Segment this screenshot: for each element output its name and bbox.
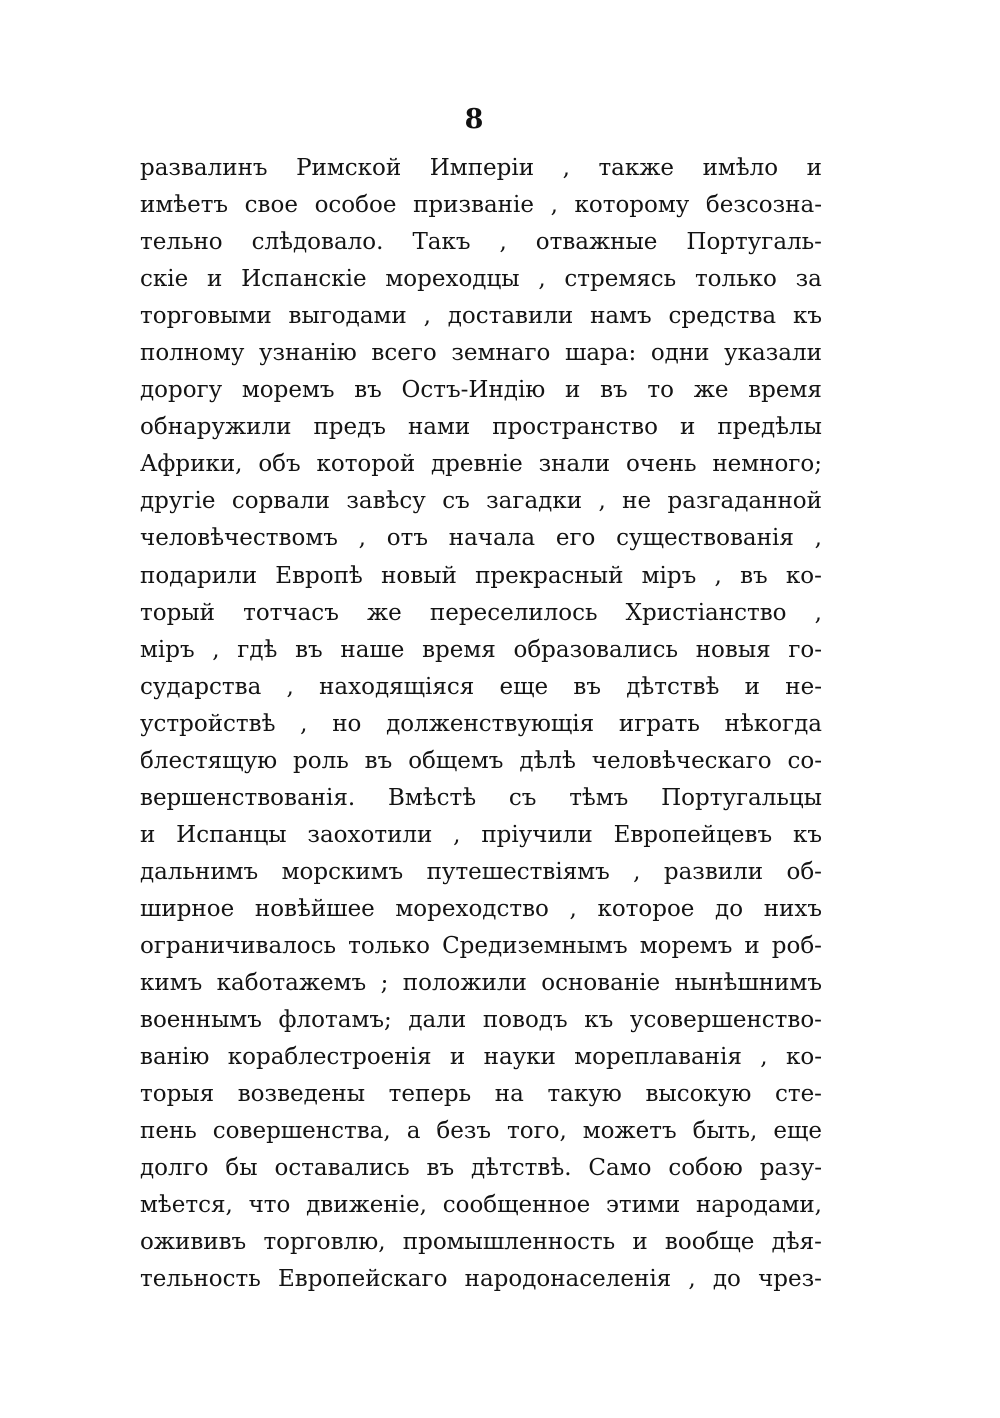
word: военнымъ [140, 1007, 262, 1034]
word: пень [140, 1118, 197, 1145]
word: , [714, 562, 722, 589]
word: Вмѣстѣ [387, 784, 477, 811]
text-line [140, 1150, 822, 1187]
text-line [140, 187, 822, 224]
word: основаніе [541, 970, 661, 997]
word: новыя [695, 636, 771, 663]
word: и [207, 266, 223, 293]
word: которое [597, 895, 695, 922]
text-line [140, 965, 822, 1002]
word: тельность [140, 1266, 261, 1293]
word: можетъ [582, 1118, 677, 1145]
word: развалинъ [140, 155, 268, 181]
word: ванію [140, 1044, 210, 1071]
word: мореплаванія [574, 1044, 742, 1071]
word: наше [340, 636, 405, 663]
word: , [814, 525, 822, 552]
word: Европѣ [275, 562, 363, 589]
word: торыя [140, 1081, 215, 1108]
word: слѣдовало. [251, 229, 384, 256]
word: , [760, 1044, 768, 1071]
word: намъ [590, 303, 652, 330]
word: новѣйшее [254, 895, 375, 922]
word: кораблестроенія [227, 1044, 432, 1071]
word: шара: [564, 340, 637, 367]
word: дѣлѣ [519, 747, 576, 774]
word: и [744, 932, 760, 959]
word: Остъ-Индію [401, 377, 546, 404]
word: но [332, 710, 362, 737]
word: Средиземнымъ [442, 932, 628, 959]
text-line [140, 1076, 822, 1113]
word: мѣется, [140, 1192, 233, 1219]
word: сообщенное [442, 1192, 591, 1219]
text-line [140, 150, 822, 187]
word: движеніе, [306, 1192, 427, 1219]
word: средства [668, 303, 777, 330]
word: и [140, 821, 156, 848]
word: подарили [140, 562, 258, 589]
word: немного; [712, 451, 822, 478]
word: , [538, 266, 546, 293]
word: скіе [140, 266, 189, 293]
word: , [358, 525, 366, 552]
word: го- [788, 636, 822, 663]
word: отважные [535, 229, 658, 256]
text-line [140, 891, 822, 928]
word: предѣлы [717, 414, 822, 441]
word: міръ [140, 636, 195, 663]
word: къ [584, 1007, 614, 1034]
word: стремясь [564, 266, 677, 293]
word: въ [295, 636, 323, 663]
word: объ [258, 451, 301, 478]
word: что [248, 1192, 291, 1219]
word: міръ [641, 562, 697, 589]
word: Испанскіе [241, 266, 367, 293]
word: за [795, 266, 822, 293]
word: морскимъ [281, 858, 404, 885]
word: дѣтствѣ [626, 673, 720, 700]
word: безсозна- [705, 192, 822, 219]
word: бы [225, 1155, 258, 1182]
word: , [598, 488, 606, 515]
word: развили [663, 858, 764, 885]
word: доставили [447, 303, 574, 330]
word: ко- [785, 562, 822, 589]
text-line [140, 1187, 822, 1224]
text-line [140, 261, 822, 298]
word: ширное [140, 895, 235, 922]
word: завѣсу [346, 488, 426, 515]
word: до [712, 1266, 741, 1293]
word: еще [499, 673, 549, 700]
word: съ [442, 488, 470, 515]
word: нихъ [763, 895, 822, 922]
word: указали [724, 340, 822, 367]
word: въ [573, 673, 601, 700]
word: заохотили [307, 821, 433, 848]
word: тѣмъ [569, 784, 629, 811]
word: земнаго [451, 340, 551, 367]
text-line [140, 780, 822, 817]
word: человѣческаго [591, 747, 772, 774]
word: , [569, 895, 577, 922]
word: блестящую [140, 747, 278, 774]
word: каботажемъ [216, 970, 367, 997]
word: другіе [140, 488, 216, 515]
word: къ [792, 303, 822, 330]
word: оставались [274, 1155, 410, 1182]
word: очень [625, 451, 697, 478]
word: которой [316, 451, 416, 478]
word: ко- [785, 1044, 822, 1071]
word: , [633, 858, 641, 885]
word: то [647, 377, 674, 404]
word: одни [650, 340, 710, 367]
word: только [694, 266, 777, 293]
word: загадки [486, 488, 583, 515]
word: на [494, 1081, 524, 1108]
word: того, [507, 1118, 567, 1145]
word: древніе [431, 451, 523, 478]
text-line [140, 520, 822, 557]
word: мореходство [395, 895, 549, 922]
word: въ [354, 377, 382, 404]
word: поводъ [482, 1007, 568, 1034]
word: и [806, 155, 822, 181]
word: пріучили [481, 821, 593, 848]
word: знали [538, 451, 611, 478]
word: , [212, 636, 220, 663]
word: торый [140, 599, 215, 626]
word: торговыми [140, 303, 272, 330]
text-line [140, 1039, 822, 1076]
text-line [140, 595, 822, 632]
word: собою [668, 1155, 743, 1182]
word: начала [448, 525, 536, 552]
word: время [748, 377, 822, 404]
word: въ [426, 1155, 455, 1182]
word: играть [618, 710, 700, 737]
word: об- [786, 858, 822, 885]
word: отъ [386, 525, 428, 552]
word: усовершенство- [629, 1007, 822, 1034]
word: Христіанство [625, 599, 787, 626]
word: дѣя- [771, 1229, 822, 1256]
word: Римской [296, 155, 402, 181]
word: сударства [140, 673, 262, 700]
text-line [140, 372, 822, 409]
word: призваніе [413, 192, 534, 219]
text-line [140, 298, 822, 335]
word: предъ [313, 414, 386, 441]
word: полному [140, 340, 245, 367]
word: положили [402, 970, 527, 997]
word: съ [508, 784, 537, 811]
text-line [140, 817, 822, 854]
word: народами, [695, 1192, 822, 1219]
word: тельно [140, 229, 223, 256]
word: гдѣ [237, 636, 278, 663]
word: долго [140, 1155, 209, 1182]
word: дали [408, 1007, 467, 1034]
word: устройствѣ [140, 710, 276, 737]
word: же [366, 599, 402, 626]
word: быть, [692, 1118, 758, 1145]
text-line [140, 632, 822, 669]
text-line [140, 224, 822, 261]
word: имѣло [702, 155, 779, 181]
word: въ [600, 377, 628, 404]
word: разу- [759, 1155, 822, 1182]
word: роль [293, 747, 349, 774]
word: и [679, 414, 696, 441]
word: Африки, [140, 451, 243, 478]
word: время [422, 636, 496, 663]
word: совершенства, [212, 1118, 391, 1145]
word: еще [773, 1118, 822, 1145]
word: , [300, 710, 308, 737]
word: нынѣшнимъ [674, 970, 822, 997]
word: путешествіямъ [426, 858, 610, 885]
word: Имперіи [429, 155, 535, 181]
word: Португаль- [686, 229, 822, 256]
word: вершенствованія. [140, 784, 356, 811]
word: новый [381, 562, 457, 589]
word: мореходцы [385, 266, 520, 293]
word: , [814, 599, 822, 626]
word: переселилось [429, 599, 598, 626]
text-line [140, 446, 822, 483]
word: такую [547, 1081, 622, 1108]
word: и [449, 1044, 466, 1071]
word: прекрасный [475, 562, 624, 589]
word: человѣчествомъ [140, 525, 338, 552]
word: Испанцы [176, 821, 287, 848]
text-line [140, 335, 822, 372]
word: въ [364, 747, 393, 774]
word: къ [792, 821, 822, 848]
text-line [140, 743, 822, 780]
word: ограничивалось [140, 932, 337, 959]
word: Само [588, 1155, 652, 1182]
word: безъ [436, 1118, 492, 1145]
word: и [632, 1229, 648, 1256]
word: , [423, 303, 431, 330]
word: теперь [388, 1081, 472, 1108]
word: кимъ [140, 970, 203, 997]
word: имѣетъ [140, 192, 229, 219]
word: сте- [774, 1081, 822, 1108]
word: и [744, 673, 760, 700]
word: существованія [616, 525, 794, 552]
text-line [140, 854, 822, 891]
word: разгаданной [667, 488, 822, 515]
word: промышленность [402, 1229, 616, 1256]
word: же [693, 377, 729, 404]
word: Европейцевъ [613, 821, 773, 848]
word: высокую [645, 1081, 752, 1108]
text-line [140, 669, 822, 706]
word: тотчасъ [243, 599, 339, 626]
word: Европейскаго [277, 1266, 448, 1293]
word: возведены [237, 1081, 366, 1108]
word: долженствующія [386, 710, 595, 737]
word: , [499, 229, 507, 256]
word: только [348, 932, 431, 959]
word: народонаселенія [464, 1266, 672, 1293]
word: пространство [492, 414, 658, 441]
word: его [555, 525, 596, 552]
word: а [406, 1118, 421, 1145]
word: также [598, 155, 675, 181]
word: дальнимъ [140, 858, 259, 885]
text-line [140, 558, 822, 595]
text-line [140, 706, 822, 743]
word: моремъ [241, 377, 335, 404]
text-line [140, 1002, 822, 1039]
word: нѣкогда [724, 710, 822, 737]
word: свое [244, 192, 298, 219]
text-line [140, 1224, 822, 1261]
word: чрез- [758, 1266, 822, 1293]
word: общемъ [408, 747, 504, 774]
word: до [715, 895, 744, 922]
word: науки [483, 1044, 556, 1071]
word: нами [407, 414, 471, 441]
word: находящіяся [319, 673, 475, 700]
word: , [286, 673, 294, 700]
word: ожививъ [140, 1229, 247, 1256]
word: дѣтствѣ. [471, 1155, 572, 1182]
word: сорвали [231, 488, 330, 515]
word: и [565, 377, 581, 404]
word: Такъ [412, 229, 471, 256]
word: этими [606, 1192, 681, 1219]
word: узнанію [258, 340, 357, 367]
word: которому [574, 192, 690, 219]
word: , [562, 155, 570, 181]
word: выгодами [288, 303, 407, 330]
word: ; [380, 970, 389, 997]
page-number: 8 [464, 104, 484, 135]
text-line [140, 483, 822, 520]
word: флотамъ; [278, 1007, 392, 1034]
word: въ [740, 562, 768, 589]
word: всего [371, 340, 437, 367]
word: не- [785, 673, 822, 700]
word: Португальцы [661, 784, 822, 811]
text-line [140, 1113, 822, 1150]
word: вообще [664, 1229, 755, 1256]
word: обнаружили [140, 414, 292, 441]
word: особое [314, 192, 397, 219]
body-text [140, 150, 822, 1298]
word: роб- [771, 932, 822, 959]
word: дорогу [140, 377, 223, 404]
word: , [453, 821, 461, 848]
word: , [688, 1266, 696, 1293]
word: торговлю, [263, 1229, 386, 1256]
word: образовались [513, 636, 678, 663]
word: не [622, 488, 652, 515]
text-line [140, 928, 822, 965]
text-line [140, 1261, 822, 1298]
word: со- [787, 747, 822, 774]
word: моремъ [639, 932, 733, 959]
word: , [550, 192, 558, 219]
text-line [140, 409, 822, 446]
